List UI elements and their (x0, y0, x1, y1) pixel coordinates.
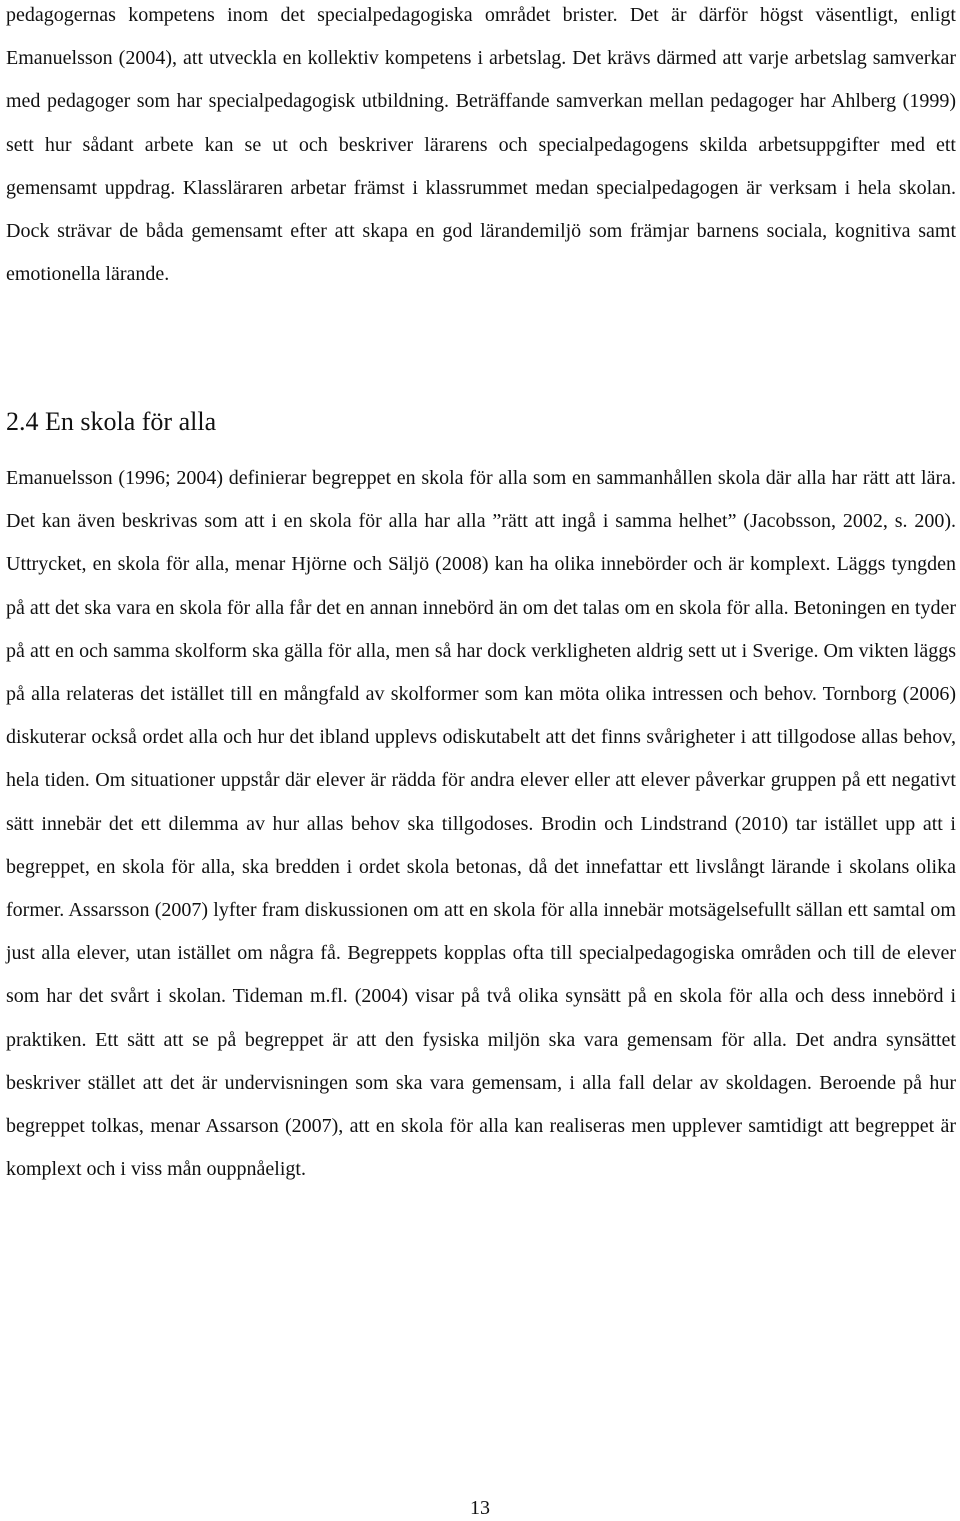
body-paragraph: Emanuelsson (1996; 2004) definierar begreppet en skola för alla som en sammanhållen skola där alla har rätt att lära. Det kan även beskrivas som att i en skola för alla har alla ”rätt att ingå i samma helhet” (Jacobsson, 2002, s. 200). Uttrycket, en skola för alla, menar Hjörne och Säljö (2008) kan ha olika innebörder och är komplext. Läggs tyngden på att det ska vara en skola för alla får det en annan innebörd än om det talas om en skola för alla. Betoningen en tyder på att en och samma skolform ska gälla för alla, men så har dock verkligheten aldrig sett ut i Sverige. Om vikten läggs på alla relateras det istället till en mångfald av skolformer som kan möta olika intressen och behov. Tornborg (2006) diskuterar också ordet alla och hur det ibland upplevs odiskutabelt att det finns svårigheter i att tillgodose allas behov, hela tiden. Om situationer uppstår där elever är rädda för andra elever eller att elever påverkar gruppen på ett negativt sätt innebär det ett dilemma av hur allas behov ska tillgodoses. Brodin och Lindstrand (2010) tar istället upp att i begreppet, en skola för alla, ska bredden i ordet skola betonas, då det innefattar ett livslångt lärande i skolans olika former. Assarsson (2007) lyfter fram diskussionen om att en skola för alla innebär motsägelsefullt sällan ett samtal om just alla elever, utan istället om några få. Begreppets kopplas ofta till specialpedagogiska områden och till de elever som har det svårt i skolan. Tideman m.fl. (2004) visar på två olika synsätt på en skola för alla och dess innebörd i praktiken. Ett sätt att se på begreppet är att den fysiska miljön ska vara gemensam för alla. Det andra synsättet beskriver stället att det är undervisningen som ska vara gemensam, i alla fall delar av skoldagen. Beroende på hur begreppet tolkas, menar Assarson (2007), att en skola för alla kan realiseras men upplever samtidigt att begreppet är komplext och i viss mån ouppnåeligt. (6, 467, 956, 1181)
page-number: 13 (470, 1497, 490, 1519)
body-paragraph: pedagogernas kompetens inom det specialpedagogiska området brister. Det är därför högst väsentligt, enligt Emanuelsson (2004), att utveckla en kollektiv kompetens i arbetslag. Det krävs därmed att varje arbetslag samverkar med pedagoger som har specialpedagogisk utbildning. Beträffande samverkan mellan pedagoger har Ahlberg (1999) sett hur sådant arbete kan se ut och beskriver lärarens och specialpedagogens skilda arbetsuppgifter med ett gemensamt uppdrag. Klassläraren arbetar främst i klassrummet medan specialpedagogen är verksam i hela skolan. Dock strävar de båda gemensamt efter att skapa en god lärandemiljö som främjar barnens sociala, kognitiva samt emotionella lärande. (6, 4, 956, 286)
section-heading: 2.4 En skola för alla (6, 407, 217, 436)
